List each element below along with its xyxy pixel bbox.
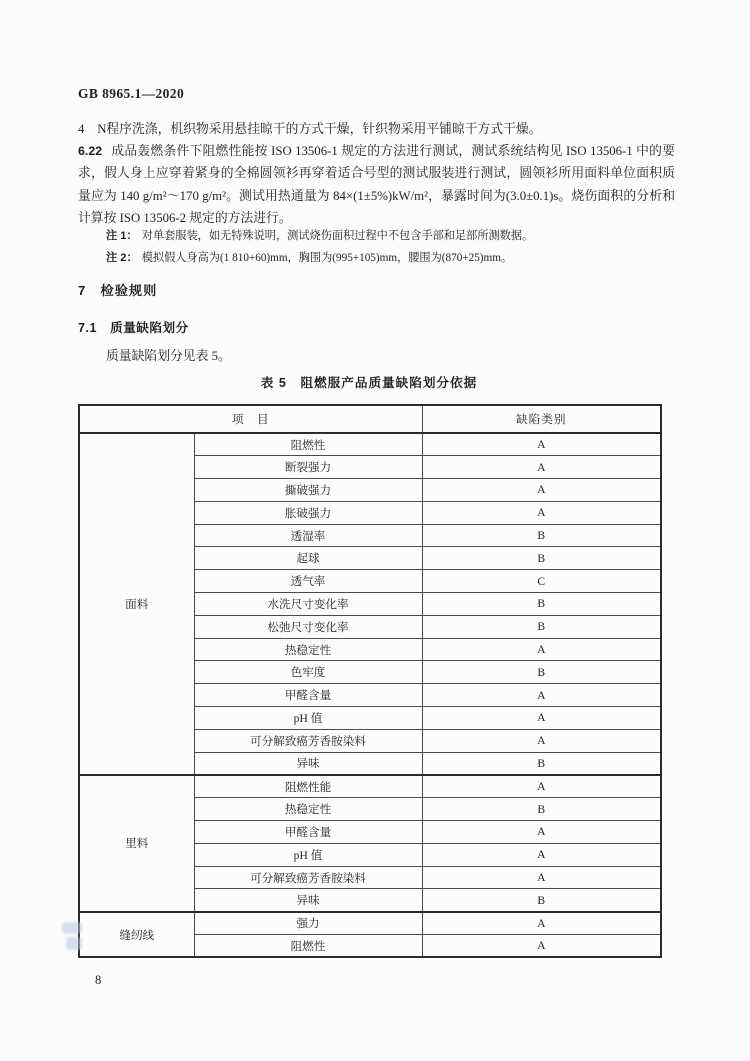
table-header [79, 405, 661, 433]
item-cell: pH 值 [194, 707, 422, 730]
grade-cell: A [422, 775, 661, 798]
grade-cell: A [422, 707, 661, 730]
item-cell: 异味 [194, 889, 422, 912]
page-number: 8 [95, 973, 102, 987]
section-7-heading: 7 检验规则 [78, 283, 158, 298]
group-cell: 里料 [79, 775, 194, 912]
item-cell: 异味 [194, 752, 422, 775]
grade-cell: A [422, 912, 661, 935]
grade-cell: A [422, 684, 661, 707]
defect-classification-table [78, 404, 662, 958]
item-cell: 阻燃性 [194, 935, 422, 958]
grade-cell: B [422, 661, 661, 684]
item-cell: 胀破强力 [194, 501, 422, 524]
table-header-row [79, 405, 661, 433]
grade-cell: A [422, 821, 661, 844]
section-7-1-heading: 7.1 质量缺陷划分 [78, 321, 189, 335]
column-header-grade: 缺陷类别 [422, 405, 661, 433]
item-cell: 水洗尺寸变化率 [194, 593, 422, 616]
grade-cell: A [422, 456, 661, 479]
table-5-title: 表 5 阻燃服产品质量缺陷划分依据 [260, 376, 478, 390]
clause-text: 成品轰燃条件下阻燃性能按 ISO 13506-1 规定的方法进行测试，测试系统结构见 ISO 13506-1 中的要求，假人身上应穿着紧身的全棉圆领衫再穿着适合号型的测试服装进行测试，圆领衫所用面料单位面积质量应为 140 g/m²～170 g/m²。测试用热通量为 84×(1±5%)kW/m²，暴露时间为(3.0±0.1)s。烧伤面积的分析和计算按 ISO 13506-2 规定的方法进行。 [78, 144, 675, 226]
grade-cell: B [422, 615, 661, 638]
grade-cell: B [422, 593, 661, 616]
grade-cell: B [422, 524, 661, 547]
grade-cell: B [422, 889, 661, 912]
note-1-text: 对单套服装，如无特殊说明，测试烧伤面积过程中不包含手部和足部所测数据。 [141, 230, 534, 242]
item-cell: 阻燃性能 [194, 775, 422, 798]
item-cell: 甲醛含量 [194, 821, 422, 844]
grade-cell: A [422, 479, 661, 502]
grade-cell: B [422, 752, 661, 775]
item-cell: 强力 [194, 912, 422, 935]
item-cell: 色牢度 [194, 661, 422, 684]
grade-cell: A [422, 843, 661, 866]
item-cell: 撕破强力 [194, 479, 422, 502]
grade-cell: B [422, 798, 661, 821]
clause-number: 6.22 [78, 144, 103, 158]
item-cell: 起球 [194, 547, 422, 570]
note-2-text: 模拟假人身高为(1 810+60)mm，胸围为(995+105)mm，腰围为(870+25)mm。 [141, 252, 513, 264]
item-cell: 阻燃性 [194, 433, 422, 456]
grade-cell: A [422, 638, 661, 661]
item-cell: 可分解致癌芳香胺染料 [194, 866, 422, 889]
item-cell: 热稳定性 [194, 798, 422, 821]
column-header-item: 项 目 [79, 405, 422, 433]
item-cell: 甲醛含量 [194, 684, 422, 707]
grade-cell: C [422, 570, 661, 593]
note-2-label: 注 2： [106, 252, 138, 264]
table-row [79, 775, 661, 798]
item-cell: 松弛尺寸变化率 [194, 615, 422, 638]
grade-cell: A [422, 501, 661, 524]
item-cell: 透气率 [194, 570, 422, 593]
item-cell: pH 值 [194, 843, 422, 866]
paragraph-clause-6-22 [78, 140, 675, 230]
item-cell: 可分解致癌芳香胺染料 [194, 729, 422, 752]
grade-cell: A [422, 433, 661, 456]
paragraph-washing: 4 N程序洗涤，机织物采用悬挂晾干的方式干燥，针织物采用平铺晾干方式干燥。 [78, 122, 542, 136]
note-2 [106, 250, 651, 266]
group-cell: 缝纫线 [79, 912, 194, 958]
table-row [79, 912, 661, 935]
item-cell: 透湿率 [194, 524, 422, 547]
note-1 [106, 228, 651, 244]
grade-cell: A [422, 866, 661, 889]
item-cell: 热稳定性 [194, 638, 422, 661]
grade-cell: B [422, 547, 661, 570]
item-cell: 断裂强力 [194, 456, 422, 479]
group-cell: 面料 [79, 433, 194, 775]
note-1-label: 注 1： [106, 230, 138, 242]
standard-number: GB 8965.1—2020 [78, 86, 185, 101]
grade-cell: A [422, 935, 661, 958]
defect-table-body [79, 433, 661, 957]
paragraph-see-table: 质量缺陷划分见表 5。 [106, 349, 231, 363]
table-row [79, 433, 661, 456]
grade-cell: A [422, 729, 661, 752]
